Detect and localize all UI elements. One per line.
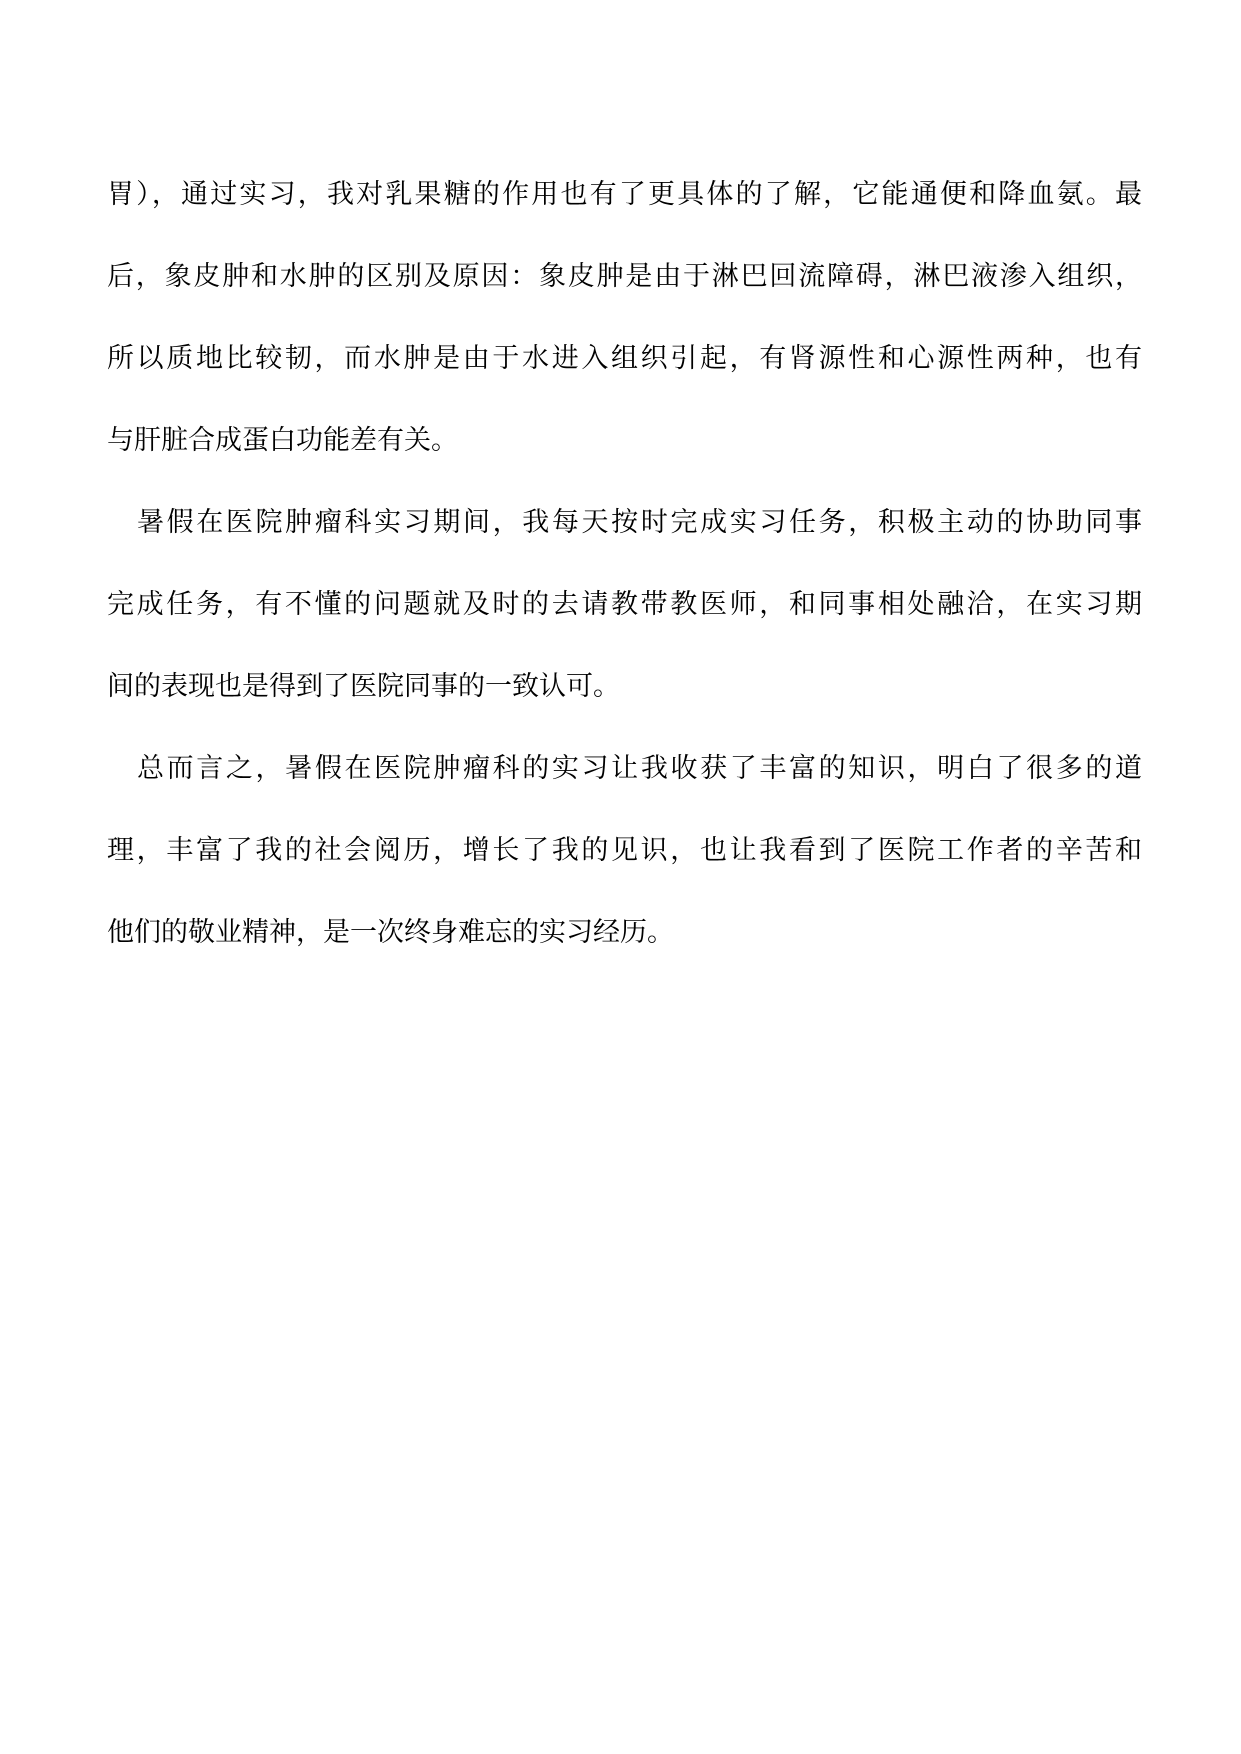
text-line: 暑假在医院肿瘤科实习期间，我每天按时完成实习任务，积极主动的协助同事 <box>137 507 1142 538</box>
text-line: 与肝脏合成蛋白功能差有关。 <box>107 425 458 456</box>
text-line: 所以质地比较韧，而水肿是由于水进入组织引起，有肾源性和心源性两种，也有 <box>107 343 1142 374</box>
text-line: 理，丰富了我的社会阅历，增长了我的见识，也让我看到了医院工作者的辛苦和 <box>107 835 1142 866</box>
paragraph-2 <box>107 482 1142 728</box>
paragraph-3 <box>107 728 1142 974</box>
document-body <box>107 154 1142 974</box>
text-line: 他们的敬业精神，是一次终身难忘的实习经历。 <box>107 917 674 948</box>
text-line: 间的表现也是得到了医院同事的一致认可。 <box>107 671 620 702</box>
text-line: 完成任务，有不懂的问题就及时的去请教带教医师，和同事相处融洽，在实习期 <box>107 589 1142 620</box>
paragraph-1 <box>107 154 1142 482</box>
text-line: 后，象皮肿和水肿的区别及原因：象皮肿是由于淋巴回流障碍，淋巴液渗入组织， <box>107 261 1142 292</box>
text-line: 胃），通过实习，我对乳果糖的作用也有了更具体的了解，它能通便和降血氨。最 <box>107 179 1142 210</box>
text-line: 总而言之，暑假在医院肿瘤科的实习让我收获了丰富的知识，明白了很多的道 <box>137 753 1142 784</box>
